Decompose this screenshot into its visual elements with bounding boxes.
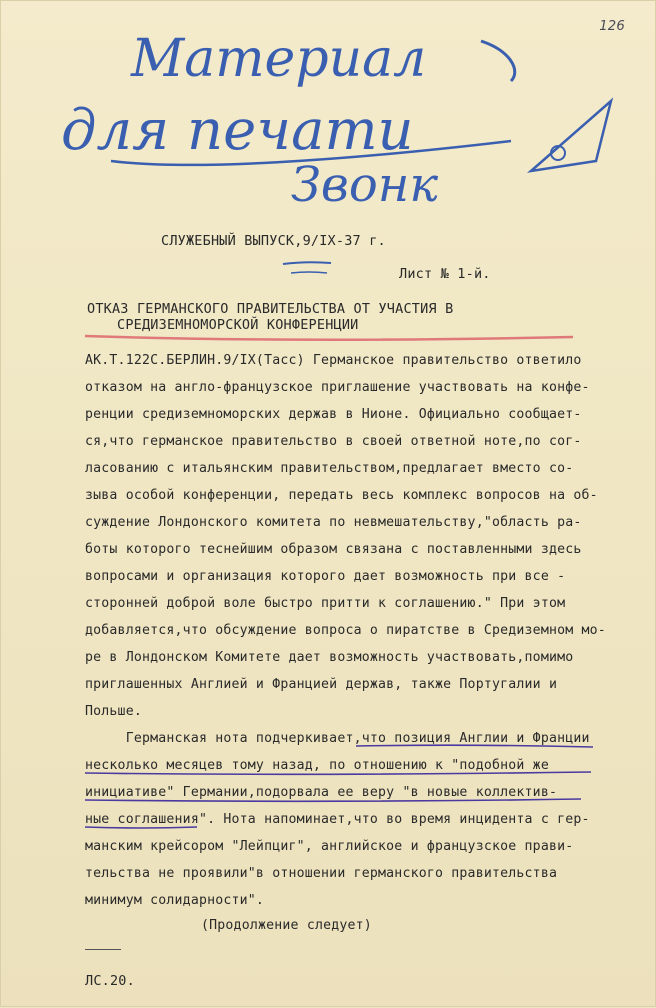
body-line: ре в Лондонском Комитете дает возможность участвовать,помимо [85, 650, 574, 665]
bulletin-header: СЛУЖЕБНЫЙ ВЫПУСК,9/IX-37 г. [161, 233, 386, 249]
body-line: боты которого теснейшим образом связана с поставленными здесь [85, 542, 582, 557]
body-line: АК.Т.122С.БЕРЛИН.9/IX(Тасс) Германское правительство ответило [85, 353, 582, 368]
body-line: манским крейсором "Лейпциг", английское и французское прави- [85, 839, 574, 854]
body-line: добавляется,что обсуждение вопроса о пиратстве в Средиземном мо- [85, 623, 606, 638]
body-line: отказом на англо-французское приглашение участвовать на конфе- [85, 380, 590, 395]
header-underline-mark [283, 262, 331, 264]
handwriting-line-1: Материал [131, 29, 427, 89]
handwriting-line-2: для печати [61, 98, 414, 163]
body-line: суждение Лондонского комитета по невмешательству,"область ра- [85, 515, 582, 530]
text-underline-4 [85, 827, 197, 828]
title-line-1: ОТКАЗ ГЕРМАНСКОГО ПРАВИТЕЛЬСТВА ОТ УЧАСТИЯ В [87, 301, 454, 317]
body-line: зыва особой конференции, передать весь комплекс вопросов на об- [85, 488, 598, 503]
body-line: ные соглашения". Нота напоминает,что во время инцидента с гер- [85, 812, 590, 827]
body-line: инициативе" Германии,подорвала ее веру "в новые коллектив- [85, 785, 558, 800]
body-line: вопросами и организация которого дает возможность при все - [85, 569, 566, 584]
body-line: минимум солидарности". [85, 893, 265, 908]
body-line: тельства не проявили"в отношении германского правительства [85, 866, 558, 881]
body-line: ренции средиземноморских держав в Нионе. Официально сообщает- [85, 407, 582, 422]
document-code: ЛС.20. [85, 973, 135, 989]
handwriting-line-3: Звонк [291, 157, 439, 213]
page-number: 126 [599, 19, 625, 34]
title-red-underline [85, 336, 573, 340]
body-line: сторонней доброй воле быстро притти к соглашению." При этом [85, 596, 566, 611]
body-line: ся,что германское правительство в своей ответной ноте,по сог- [85, 434, 582, 449]
sheet-number: Лист № 1-й. [399, 266, 491, 282]
continuation-note: (Продолжение следует) [201, 918, 372, 933]
body-line: Польше. [85, 704, 142, 719]
title-line-2: СРЕДИЗЕМНОМОРСКОЙ КОНФЕРЕНЦИИ [117, 317, 359, 333]
separator-line [85, 949, 121, 950]
body-line: несколько месяцев тому назад, по отношению к "подобной же [85, 758, 549, 773]
body-line: Германская нота подчеркивает,что позиция Англии и Франции [85, 731, 590, 746]
body-line: ласованию с итальянским правительством,предлагает вместо со- [85, 461, 574, 476]
header-underline-mark-2 [291, 272, 327, 273]
body-line: приглашенных Англией и Францией держав, также Португалии и [85, 677, 558, 692]
handwritten-annotation [41, 21, 641, 231]
